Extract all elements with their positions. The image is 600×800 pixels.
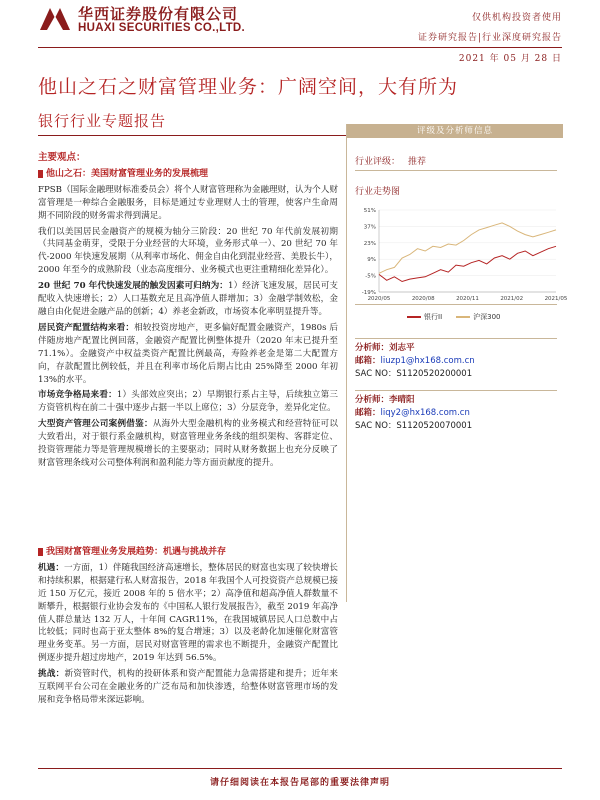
trend-chart <box>351 202 568 312</box>
x-tick-label: 2020/08 <box>411 296 435 302</box>
x-tick-label: 2020/11 <box>456 296 479 302</box>
chart-legend <box>407 312 501 322</box>
series-line-银行II <box>379 246 556 281</box>
x-tick-label: 2020/05 <box>367 296 391 302</box>
paragraph <box>38 322 338 387</box>
investor-tag: 仅供机构投资者使用 <box>471 13 562 23</box>
y-tick-label: -19% <box>361 290 376 296</box>
paragraph <box>38 389 338 415</box>
paragraph-text: 相较投资房地产，更多偏好配置金融资产，1980s 后伴随房地产配置比例回落，金融资产配置比例整体提升（2020 年末已提升至 71.1%）。金融资产中权益类资产配置比例最高，寿险养老金是第二大配置方向，存款配置比例较低，并且在利率市场化后期占比由 25%降至 2000 年初 13%的水平。 <box>38 322 338 385</box>
email-label: 邮箱： <box>355 408 381 418</box>
trend-title: 行业走势图 <box>355 187 401 197</box>
industry-rating <box>355 154 434 167</box>
report-title: 他山之石之财富管理业务：广阔空间，大有所为 <box>38 76 459 98</box>
y-tick-label: 37% <box>363 224 376 231</box>
company-name-cn: 华西证券股份有限公司 <box>78 5 239 23</box>
x-tick-label: 2021/02 <box>500 296 524 302</box>
paragraph <box>38 562 338 665</box>
legal-notice: 请仔细阅读在本报告尾部的重要法律声明 <box>209 778 390 788</box>
analyst-sac: S1120520200001 <box>396 369 473 379</box>
analyst-role: 分析师： <box>355 395 390 405</box>
report-date: 2021 年 05 月 28 日 <box>458 54 562 64</box>
sidebar-divider <box>355 390 557 391</box>
trend-section <box>38 546 338 710</box>
paragraph-lead: 市场竞争格局来看： <box>38 390 117 401</box>
sac-label: SAC NO： <box>355 369 397 379</box>
paragraph: FPSB（国际金融理财标准委员会）将个人财富管理称为金融理财，认为个人财富管理是一种综合金融服务，目标是通过专业理财人士的管理，使客户生命周期不同阶段的财务需求得到满足。 <box>38 184 338 221</box>
company-name-en: HUAXI SECURITIES CO.,LTD. <box>78 22 246 34</box>
section-heading: 我国财富管理业务发展趋势：机遇与挑战并存 <box>38 546 338 559</box>
x-tick-label: 2021/05 <box>544 296 568 302</box>
analyst-email-link[interactable]: liqy2@hx168.com.cn <box>380 408 470 418</box>
paragraph-lead: 20 世纪 70 年代快速发展的触发因素可归纳为： <box>38 281 229 292</box>
report-header <box>38 0 562 46</box>
huaxi-logo-icon <box>38 4 72 32</box>
paragraph-lead: 机遇： <box>38 562 64 573</box>
header-divider <box>38 47 562 48</box>
report-subtitle: 银行行业专题报告 <box>38 112 167 130</box>
main-points-section <box>38 152 338 473</box>
paragraph-text: 1）头部效应突出；2）早期银行系占主导，后续独立第三方资管机构在前二十强中逐步占据一半以上席位；3）分层竞争，差异化定位。 <box>38 390 338 414</box>
sidebar-header: 评级及分析师信息 <box>347 124 563 138</box>
paragraph-lead: 挑战： <box>38 669 65 680</box>
analyst-block <box>355 394 472 433</box>
paragraph <box>38 668 338 707</box>
paragraph <box>38 280 338 319</box>
y-tick-label: 51% <box>363 208 376 214</box>
series-line-沪深300 <box>379 223 556 273</box>
paragraph: 我们以美国居民金融资产的规模为轴分三阶段：20 世纪 70 年代前发展初期（共同基金萌芽，受限于分业经营的大环境，业务形式单一）、20 世纪 70 年代-2000 年快速发展期（从利率市场化、佣金自由化到混业经营、美股长牛），2000 年至今的成熟阶段（业态高度细分、业务模式也更注重精细化差异化）。 <box>38 226 338 276</box>
legend-item <box>407 312 442 322</box>
paragraph-text: 新资管时代，机构的投研体系和资产配置能力急需搭建和提升；近年来互联网平台公司在金融业务的广泛布局和加快渗透，给整体财富管理市场的发展和竞争格局带来深远影响。 <box>38 669 338 705</box>
rating-sidebar <box>346 124 568 602</box>
paragraph-text: 从海外大型金融机构的业务模式和经营特征可以大致看出，对于银行系金融机构，财富管理业务条线的组织架构、客群定位、投资管理能力等是管理规模增长的主要驱动；同时从财务数据上也充分反映了财富管理条线对公司整体利润和盈利能力等方面贡献度的提升。 <box>38 419 338 468</box>
analyst-name: 刘志平 <box>389 343 415 353</box>
paragraph-text: 1）经济飞速发展，居民可支配收入快速增长；2）人口基数充足且高净值人群增加；3）金融学制效松，金融自由化促进金融产品的创新；4）养老金新政，市场资本化率明显提升等。 <box>38 281 338 317</box>
paragraph <box>38 418 338 470</box>
main-points-heading: 主要观点： <box>38 152 86 163</box>
paragraph-lead: 大型资产管理公司案例借鉴： <box>38 419 153 430</box>
paragraph-lead: 居民资产配置结构来看： <box>38 322 135 333</box>
y-tick-label: -5% <box>365 273 376 280</box>
rating-label: 行业评级： <box>355 157 401 167</box>
analyst-block <box>355 342 475 381</box>
legend-label-bank: 银行II <box>424 313 443 321</box>
report-type-tag: 证券研究报告|行业深度研究报告 <box>417 33 562 43</box>
analyst-name: 李晴阳 <box>389 395 415 405</box>
paragraph-text: 一方面，1）伴随我国经济高速增长，整体居民的财富也实现了较快增长和持续积累，根据建行私人财富报告，2018 年我国个人可投资资产总规模已接近 150 万亿元，接近 2008 年的 5 倍水平；2）高净值和超高净值人群数量不断攀升，根据银行业协会发布的《中国私人银行发展报告》，截至 2019 年高净值人群总量达 132 万人，十年间 CAGR11%，在我国城镇居民人口总数中占比较低；同时也高于亚太整体 8%的复合增速；3）以及老龄化加速催化财富管理业务变革。另一方面，居民对财富管理的需求也不断提升，金融资产配置比例逐步提升超过房地产，2019 年达到 56.5%。 <box>38 562 338 664</box>
analyst-role: 分析师： <box>355 343 390 353</box>
analyst-sac: S1120520070001 <box>396 421 473 431</box>
sac-label: SAC NO： <box>355 421 397 431</box>
y-tick-label: 23% <box>363 240 376 247</box>
sidebar-divider <box>355 170 557 171</box>
footer-divider <box>38 768 562 769</box>
sidebar-divider <box>355 338 557 339</box>
section-heading: 他山之石：美国财富管理业务的发展梳理 <box>38 168 338 181</box>
rating-value: 推荐 <box>408 157 427 167</box>
email-label: 邮箱： <box>355 356 381 366</box>
y-tick-label: 9% <box>367 257 376 264</box>
analyst-email-link[interactable]: liuzp1@hx168.com.cn <box>380 356 475 366</box>
legend-label-csi300: 沪深300 <box>473 313 501 321</box>
legend-item <box>456 312 500 322</box>
